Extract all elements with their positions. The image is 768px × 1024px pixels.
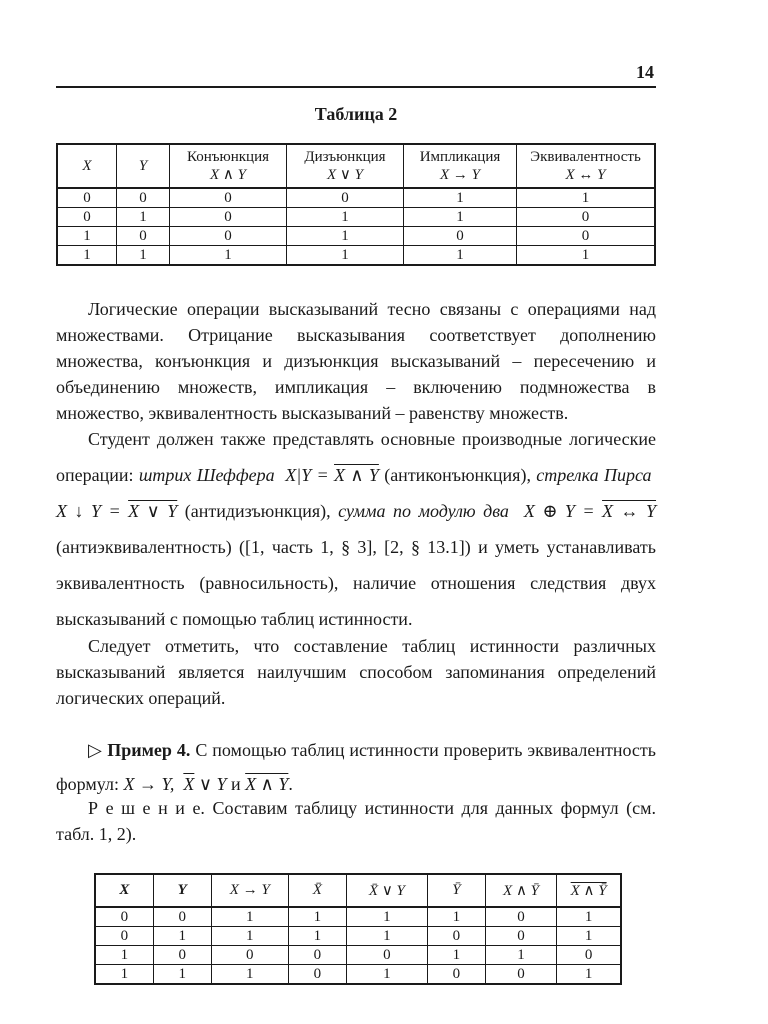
table2-cell: 1 [117, 246, 170, 266]
table3-row [95, 907, 621, 927]
table2-header-implication: Импликация X → Y [404, 144, 517, 188]
table2-row [57, 246, 655, 266]
table3-cell: 0 [485, 907, 556, 927]
table2-header-x: X [57, 144, 117, 188]
table3-header-cell: X → Y [211, 874, 288, 907]
table3-cell: 1 [153, 927, 211, 946]
table2-cell: 1 [117, 208, 170, 227]
table3-cell: 0 [485, 927, 556, 946]
table3-cell: 1 [346, 965, 427, 985]
header-rule [56, 86, 656, 88]
table3-cell: 1 [289, 907, 347, 927]
table2-cell: 0 [170, 227, 287, 246]
table2-cell: 1 [404, 188, 517, 208]
table2-cell: 1 [404, 246, 517, 266]
table2-cell: 1 [517, 246, 656, 266]
table2-cell: 1 [57, 246, 117, 266]
table3-header-cell: X̄ ∨ Y [346, 874, 427, 907]
table3-cell: 1 [211, 907, 288, 927]
table3-cell: 1 [211, 927, 288, 946]
table2-cell: 0 [117, 227, 170, 246]
table2-cell: 0 [117, 188, 170, 208]
table2-cell: 0 [517, 208, 656, 227]
table3-cell: 0 [95, 907, 153, 927]
truth-table-example [94, 873, 622, 985]
triangle-marker-icon: ▷ [88, 740, 103, 760]
table2-cell: 0 [57, 188, 117, 208]
example-4: ▷ Пример 4. С помощью таблиц истинности проверить эквивалентность формул: X → Y, $\overline{X}$ ∨ Y и X ∧ Y. [56, 740, 656, 794]
table3-header-cell: X ∧ Ȳ [485, 874, 556, 907]
table3-cell: 0 [428, 927, 486, 946]
table2-header-disjunction: Дизъюнкция X ∨ Y [287, 144, 404, 188]
solution: Р е ш е н и е. Составим таблицу истинности для данных формул (см. табл. 1, 2). [56, 798, 656, 844]
table3-cell: 0 [153, 946, 211, 965]
table3-cell: 1 [428, 946, 486, 965]
table2-row [57, 227, 655, 246]
table3-cell: 1 [95, 965, 153, 985]
table2-cell: 1 [170, 246, 287, 266]
table2-row [57, 188, 655, 208]
body-text [56, 296, 656, 847]
table3-cell: 1 [485, 946, 556, 965]
table3-cell: 1 [153, 965, 211, 985]
paragraph-1: Логические операции высказываний тесно связаны с операциями над множествами. Отрицание высказывания соответствует дополнению множества, конъюнкция и дизъюнкция высказываний – пересечению и объединению множеств, импликация – включению подмножества в множество, эквивалентность высказываний – равенству множеств. [56, 299, 656, 423]
table2-header-y: Y [117, 144, 170, 188]
table3-header-cell: X̄ [289, 874, 347, 907]
table3-cell: 0 [211, 946, 288, 965]
table3-cell: 0 [289, 946, 347, 965]
table3-cell: 1 [346, 907, 427, 927]
page-number: 14 [636, 62, 654, 82]
table3-cell: 1 [289, 927, 347, 946]
table2-cell: 0 [170, 188, 287, 208]
table3-cell: 1 [557, 907, 621, 927]
table3-cell: 0 [153, 907, 211, 927]
table2-cell: 0 [57, 208, 117, 227]
table2-header-equivalence: Эквивалентность X ↔ Y [517, 144, 656, 188]
table2-cell: 1 [57, 227, 117, 246]
table2-cell: 1 [517, 188, 656, 208]
table3-cell: 1 [95, 946, 153, 965]
table3-row [95, 946, 621, 965]
table2-cell: 1 [404, 208, 517, 227]
table2-header-conjunction: Конъюнкция X ∧ Y [170, 144, 287, 188]
table3-row [95, 965, 621, 985]
table3-header-cell: Ȳ [428, 874, 486, 907]
table3-cell: 0 [557, 946, 621, 965]
table3-header-cell: Y [153, 874, 211, 907]
table2-row [57, 208, 655, 227]
truth-table-2 [56, 143, 656, 266]
table3-cell: 0 [428, 965, 486, 985]
table-caption: Таблица 2 [314, 104, 398, 124]
table2-cell: 1 [287, 246, 404, 266]
table3-cell: 0 [95, 927, 153, 946]
table2-cell: 1 [287, 208, 404, 227]
table3-header-cell: X [95, 874, 153, 907]
table3-cell: 1 [557, 965, 621, 985]
table2-cell: 0 [287, 188, 404, 208]
table2-cell: 0 [170, 208, 287, 227]
table3-header-cell: X ∧ Ȳ [557, 874, 621, 907]
table2-cell: 0 [517, 227, 656, 246]
table3-cell: 0 [346, 946, 427, 965]
table2-cell: 0 [404, 227, 517, 246]
table2-cell: 1 [287, 227, 404, 246]
table3-cell: 0 [485, 965, 556, 985]
table3-cell: 1 [557, 927, 621, 946]
table3-cell: 0 [289, 965, 347, 985]
paragraph-3: Следует отметить, что составление таблиц истинности различных высказываний является наилучшим способом запоминания определений логических операций. [56, 636, 656, 708]
table3-cell: 1 [346, 927, 427, 946]
paragraph-2: Студент должен также представлять основные производные логические операции: штрих Шеффера X|Y = X ∧ Y (антиконъюнкция), стрелка Пирса X ↓ Y = X ∨ Y (антидизъюнкция), сумма по модулю два X ⊕ Y = X ↔ Y (антиэквивалентность) ([1, часть 1, § 3], [2, § 13.1]) и уметь устанавливать эквивалентность (равносильность), наличие отношения следствия двух высказываний с помощью таблиц истинности. [56, 429, 657, 629]
table3-row [95, 927, 621, 946]
table3-cell: 1 [211, 965, 288, 985]
table3-cell: 1 [428, 907, 486, 927]
